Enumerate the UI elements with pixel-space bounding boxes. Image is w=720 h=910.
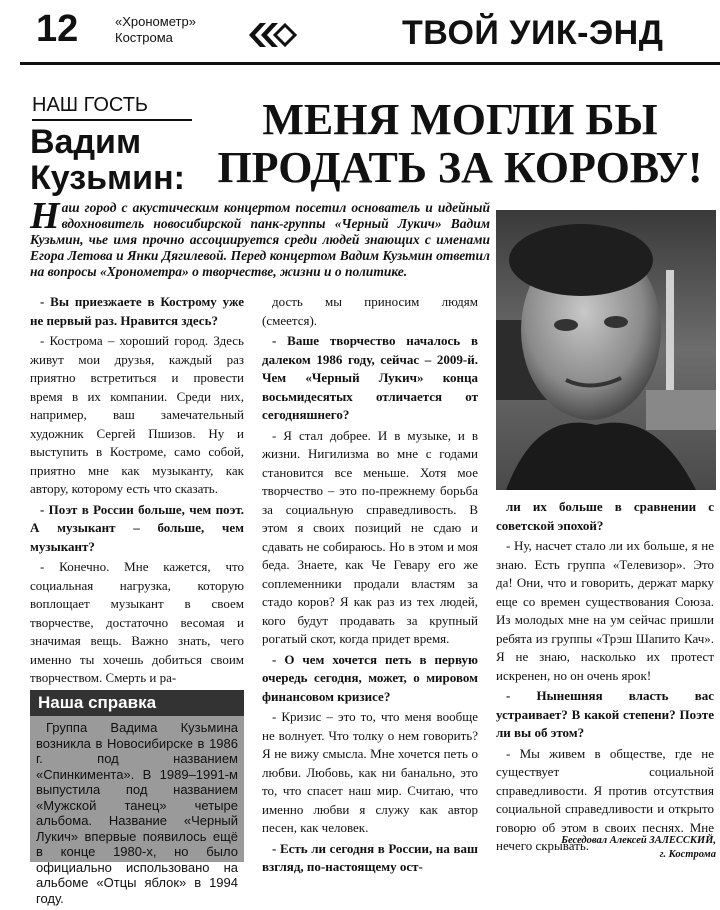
interview-question: - Есть ли сегодня в России, на ваш взгляд, по-настоящему ост- xyxy=(262,840,478,874)
article-column-3 xyxy=(496,498,714,858)
interview-answer: - Кризис – это то, что меня вообще не волнует. Что толку о нем говорить? Я не вижу смысла. Мне хочется петь о любви. Любовь, как ни банально, это то, что спасет наш мир. Считаю, что именно любви я служу как автор песен, как человек. xyxy=(262,709,478,835)
header-rule xyxy=(20,62,720,65)
interview-question: ли их больше в сравнении с советской эпохой? xyxy=(496,499,714,533)
publication-name: «Хронометр» Кострома xyxy=(115,14,196,45)
portrait-image xyxy=(496,210,716,490)
article-column-2 xyxy=(262,293,478,879)
interview-answer: - Я стал добрее. И в музыке, и в жизни. Нигилизма во мне с годами становится все меньше. Хотя мое творчество – это по-прежнему борьба за социальную справедливость. В этом я своих позиций не сдаю и сдавать не собираюсь. Но в этом и моя беда. Знаете, как Че Гевару его же соплеменники продали властям за стадо коров? Я как раз из тех людей, кого будут продавать за крупный рогатый скот, когда придет время. xyxy=(262,427,478,646)
reference-box xyxy=(30,690,244,906)
interview-answer: - Кострома – хороший город. Здесь живут мои друзья, каждый раз приятно встретиться и провести время в их компании. Среди них, например, ваш замечательный художник Сергей Пшизов. Ну и выступить в Костроме, само собой, приятно мне как музыканту, как автору, которому есть что сказать. xyxy=(30,333,244,496)
page-header xyxy=(0,0,720,64)
interview-question: - О чем хочется петь в первую очередь сегодня, может, о мировом финансовом кризисе? xyxy=(262,651,478,704)
interviewee-name: Вадим Кузьмин: xyxy=(30,123,185,197)
reference-box-text: Группа Вадима Кузьмина возникла в Новосибирске в 1986 г. под названием «Спинкимента». В 1989–1991-м выпустила под названием «Мужской танец» четыре альбома. Название «Черный Лукич» впервые появилось ещё в конце 1980-х, но было официально использовано на альбоме «Отцы яблок» в 1994 году. xyxy=(36,720,238,906)
interview-question: - Ваше творчество началось в далеком 1986 году, сейчас – 2009-й. Чем «Черный Лукич» конца восьмидесятых отличается от сегодняшнего? xyxy=(262,333,478,422)
page-number: 12 xyxy=(36,8,79,50)
interview-question: - Поэт в России больше, чем поэт. А музыкант – больше, чем музыкант? xyxy=(30,501,244,554)
interview-question: - Вы приезжаете в Кострому уже не первый раз. Нравится здесь? xyxy=(30,294,244,328)
interview-answer: дость мы приносим людям (смеется). xyxy=(262,294,478,328)
rubric-title: ТВОЙ УИК-ЭНД xyxy=(402,14,664,52)
section-label: НАШ ГОСТЬ xyxy=(32,94,149,116)
section-rule xyxy=(32,119,192,121)
interview-answer: - Мы живем в обществе, где не существует социальной справедливости. Я против отсутствия социальной справедливости и открыто говорю об этом в своих песнях. Мне нечего скрывать. xyxy=(496,745,714,853)
interview-answer: - Конечно. Мне кажется, что социальная нагрузка, которую воплощает музыкант в своем творчестве, достаточно весомая и значимая вещь. Важно знать, чего именно ты хочешь добиться своим творчеством. Смерть и ра- xyxy=(30,559,244,685)
article-column-1 xyxy=(30,293,244,690)
portrait-photo xyxy=(496,210,716,490)
reference-box-title: Наша справка xyxy=(30,690,244,716)
lead-paragraph: Наш город с акустическим концертом посетил основатель и идейный вдохновитель новосибирской панк-группы «Черный Лукич» Вадим Кузьмин, чье имя прочно ассоциируется среди людей знающих с именами Егора Летова и Янки Дягилевой. Перед концертом Вадим Кузьмин ответил на вопросы «Хронометра» о творчестве, жизни и о политике. xyxy=(30,195,490,279)
interview-answer: - Ну, насчет стало ли их больше, я не знаю. Есть группа «Телевизор». Это да! Они, что и говорить, держат марку еще со времен существования Союза. Из молодых мне на ум сейчас пришли ребята из группы «Трэш Шапито Кач». Я не знаю, насколько их протест искренен, но он очень ярок! xyxy=(496,538,714,683)
headline: МЕНЯ МОГЛИ БЫ ПРОДАТЬ ЗА КОРОВУ! xyxy=(217,95,703,192)
interview-question: - Нынешняя власть вас устраивает? В какой степени? Поэте ли вы об этом? xyxy=(496,688,714,740)
byline: Беседовал Алексей ЗАЛЕССКИЙ, г. Кострома xyxy=(561,835,716,860)
chevron-logo-icon xyxy=(248,22,296,48)
